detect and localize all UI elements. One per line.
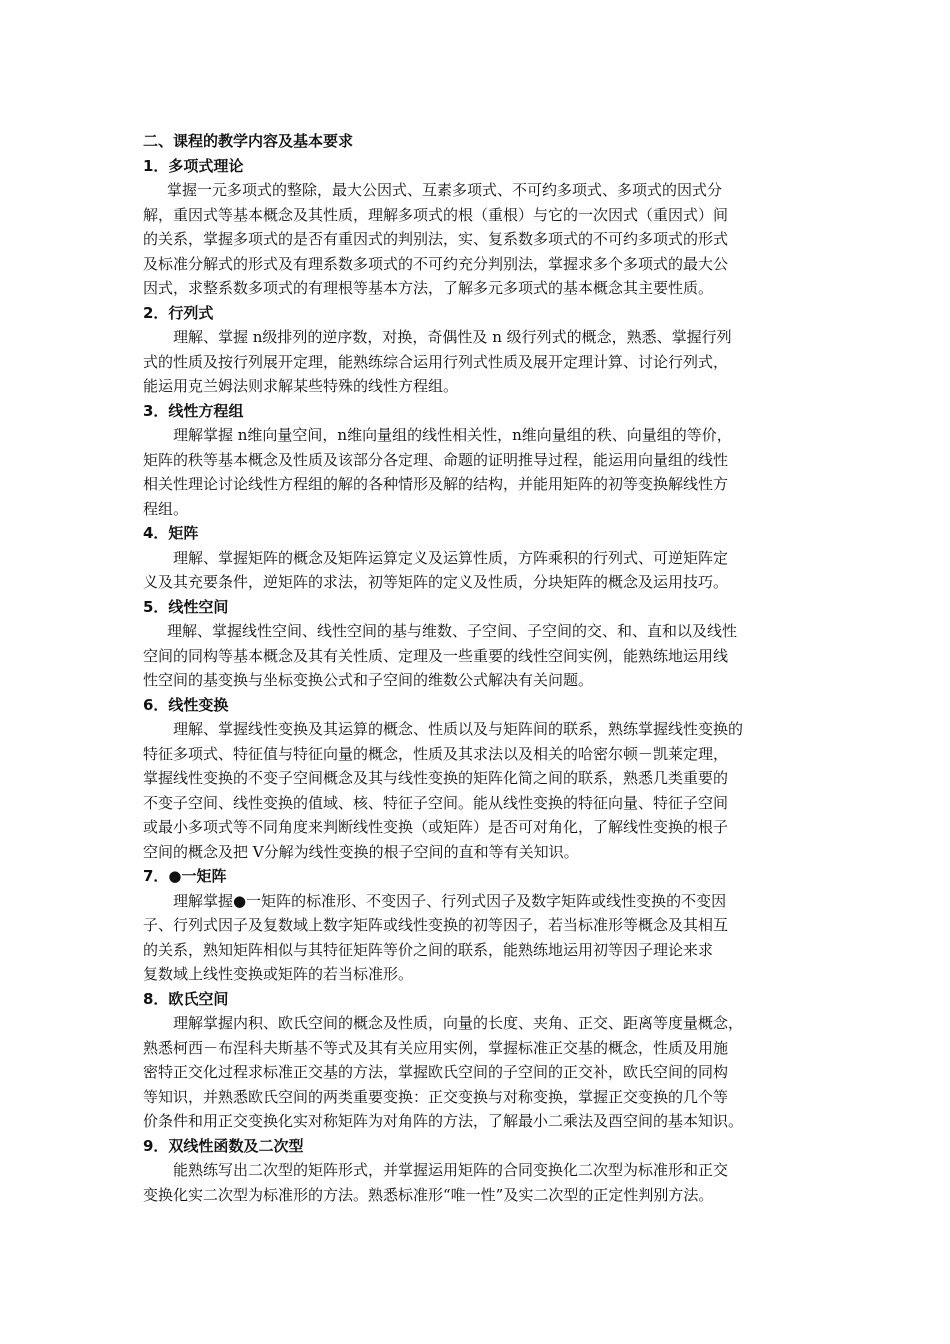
paragraph-line: 复数域上线性变换或矩阵的若当标准形。 [143, 965, 414, 983]
paragraph-line: 空间的概念及把 V分解为线性变换的根子空间的直和等有关知识。 [143, 842, 579, 861]
paragraph-line: 理解、掌握线性变换及其运算的概念、性质以及与矩阵间的联系，熟练掌握线性变换的 [173, 720, 744, 738]
heading-6: 6．线性变换 [143, 695, 229, 714]
paragraph-line: 义及其充要条件，逆矩阵的求法，初等矩阵的定义及性质，分块矩阵的概念及运用技巧。 [143, 573, 729, 591]
paragraph-line: 及标准分解式的形式及有理系数多项式的不可约充分判别法，掌握求多个多项式的最大公 [143, 254, 729, 273]
paragraph-line: 熟悉柯西－布涅科夫斯基不等式及其有关应用实例，掌握标准正交基的概念，性质及用施 [143, 1038, 729, 1057]
paragraph-line: 特征多项式、特征值与特征向量的概念，性质及其求法以及相关的哈密尔顿－凯莱定理， [143, 744, 729, 763]
heading-1: 1．多项式理论 [143, 156, 244, 175]
paragraph-line: 的关系，熟知矩阵相似与其特征矩阵等价之间的联系，能熟练地运用初等因子理论来求 [143, 940, 714, 959]
paragraph-line: 的关系，掌握多项式的是否有重因式的判别法，实、复系数多项式的不可约多项式的形式 [143, 230, 729, 248]
heading-9: 9．双线性函数及二次型 [143, 1136, 304, 1155]
paragraph-line: 理解掌握内积、欧氏空间的概念及性质，向量的长度、夹角、正交、距离等度量概念， [173, 1014, 744, 1032]
paragraph-line: 性空间的基变换与坐标变换公式和子空间的维数公式解决有关问题。 [143, 671, 594, 689]
paragraph-line: 能运用克兰姆法则求解某些特殊的线性方程组。 [143, 377, 459, 395]
paragraph-line: 或最小多项式等不同角度来判断线性变换（或矩阵）是否可对角化，了解线性变换的根子 [143, 818, 729, 836]
heading-2: 2．行列式 [143, 303, 214, 322]
paragraph-line: 式的性质及按行列展开定理，能熟练综合运用行列式性质及展开定理计算、讨论行列式， [143, 352, 729, 371]
paragraph-line: 子、行列式因子及复数域上数字矩阵或线性变换的初等因子，若当标准形等概念及其相互 [143, 916, 729, 934]
paragraph-line: 理解掌握●一矩阵的标准形、不变因子、行列式因子及数字矩阵或线性变换的不变因 [173, 891, 727, 910]
paragraph-line: 空间的同构等基本概念及其有关性质、定理及一些重要的线性空间实例，能熟练地运用线 [143, 646, 729, 665]
paragraph-line: 密特正交化过程求标准正交基的方法，掌握欧氏空间的子空间的正交补，欧氏空间的同构 [143, 1063, 729, 1081]
heading-8: 8．欧氏空间 [143, 989, 229, 1008]
paragraph-line: 掌握一元多项式的整除，最大公因式、互素多项式、不可约多项式、多项式的因式分 [167, 181, 723, 199]
document-body [143, 129, 823, 1207]
paragraph-line: 矩阵的秩等基本概念及性质及该部分各定理、命题的证明推导过程，能运用向量组的线性 [143, 450, 729, 469]
paragraph-line: 等知识，并熟悉欧氏空间的两类重要变换：正交变换与对称变换，掌握正交变换的几个等 [143, 1087, 729, 1106]
paragraph-line: 掌握线性变换的不变子空间概念及其与线性变换的矩阵化简之间的联系，熟悉几类重要的 [143, 769, 729, 787]
paragraph-line: 相关性理论讨论线性方程组的解的各种情形及解的结构，并能用矩阵的初等变换解线性方 [143, 475, 729, 493]
paragraph-line: 程组。 [143, 499, 189, 518]
heading-3: 3．线性方程组 [143, 401, 244, 420]
paragraph-line: 解，重因式等基本概念及其性质，理解多项式的根（重根）与它的一次因式（重因式）间 [143, 205, 729, 224]
paragraph-line: 理解掌握 n维向量空间，n维向量组的线性相关性，n维向量组的秩、向量组的等价， [173, 426, 732, 444]
paragraph-line: 理解、掌握矩阵的概念及矩阵运算定义及运算性质，方阵乘积的行列式、可逆矩阵定 [173, 548, 729, 567]
paragraph-line: 理解、掌握 n级排列的逆序数，对换，奇偶性及 n 级行列式的概念，熟悉、掌握行列 [173, 328, 732, 346]
paragraph-line: 因式，求整系数多项式的有理根等基本方法，了解多元多项式的基本概念其主要性质。 [143, 279, 714, 297]
paragraph-line: 变换化实二次型为标准形的方法。熟悉标准形“唯一性”及实二次型的正定性判别方法。 [143, 1185, 714, 1204]
paragraph-line: 价条件和用正交变换化实对称矩阵为对角阵的方法，了解最小二乘法及酉空间的基本知识。 [143, 1112, 744, 1130]
heading-7: 7．●一矩阵 [143, 867, 227, 885]
paragraph-line: 不变子空间、线性变换的值域、核、特征子空间。能从线性变换的特征向量、特征子空间 [143, 793, 729, 812]
heading-4: 4．矩阵 [143, 524, 199, 542]
section-title: 二、课程的教学内容及基本要求 [143, 132, 354, 150]
heading-5: 5．线性空间 [143, 597, 229, 616]
paragraph-line: 理解、掌握线性空间、线性空间的基与维数、子空间、子空间的交、和、直和以及线性 [167, 622, 738, 640]
paragraph-line: 能熟练写出二次型的矩阵形式，并掌握运用矩阵的合同变换化二次型为标准形和正交 [173, 1161, 729, 1179]
